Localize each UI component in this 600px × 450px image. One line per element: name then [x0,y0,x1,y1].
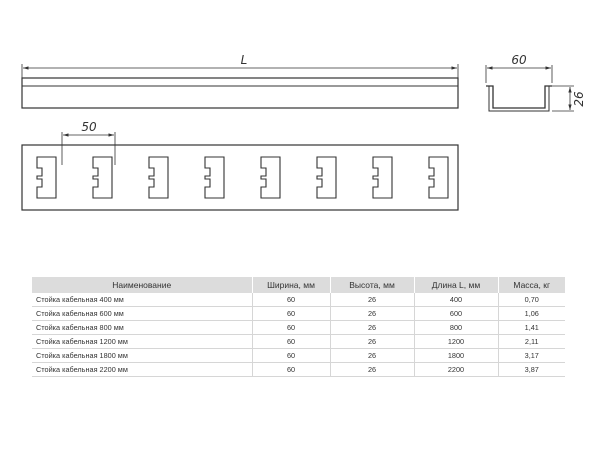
column-header: Высота, мм [330,277,414,293]
table-row [32,349,565,363]
mounting-slot [205,157,224,198]
table-cell: 3,87 [498,363,565,377]
column-header: Наименование [32,277,252,293]
specification-table [32,277,565,377]
table-cell: 60 [252,293,330,307]
side-view [22,64,458,108]
mounting-slot [37,157,56,198]
table-cell: 60 [252,321,330,335]
top-view [22,132,458,210]
table-cell: Стойка кабельная 600 мм [32,307,252,321]
table-row [32,307,565,321]
table-cell: 60 [252,307,330,321]
height-label: 26 [572,91,586,107]
table-body [32,293,565,377]
table-cell: 1,06 [498,307,565,321]
table-cell: 60 [252,349,330,363]
mounting-slot [373,157,392,198]
mounting-slot [261,157,280,198]
table-cell: 1800 [414,349,498,363]
channel-profile [486,86,552,108]
side-view-body [22,78,458,108]
table-cell: 2,11 [498,335,565,349]
table-row [32,321,565,335]
mounting-slot [93,157,112,198]
table-cell: 26 [330,335,414,349]
table-cell: 60 [252,335,330,349]
table-cell: 800 [414,321,498,335]
mounting-slot [429,157,448,198]
pitch-label: 50 [81,120,97,134]
mounting-slot [149,157,168,198]
column-header: Длина L, мм [414,277,498,293]
table-cell: Стойка кабельная 800 мм [32,321,252,335]
table-header-row [32,277,565,293]
table-cell: Стойка кабельная 1800 мм [32,349,252,363]
column-header: Масса, кг [498,277,565,293]
table-cell: 1,41 [498,321,565,335]
width-label: 60 [511,53,527,67]
table-row [32,363,565,377]
table-cell: 0,70 [498,293,565,307]
table-cell: Стойка кабельная 400 мм [32,293,252,307]
table-cell: 26 [330,321,414,335]
table-cell: Стойка кабельная 2200 мм [32,363,252,377]
table-cell: 600 [414,307,498,321]
table-cell: 3,17 [498,349,565,363]
table-cell: 2200 [414,363,498,377]
table-cell: Стойка кабельная 1200 мм [32,335,252,349]
table-cell: 60 [252,363,330,377]
table-cell: 400 [414,293,498,307]
table-cell: 26 [330,293,414,307]
column-header: Ширина, мм [252,277,330,293]
mounting-slot [317,157,336,198]
length-label: L [240,53,248,67]
table-cell: 1200 [414,335,498,349]
table-row [32,335,565,349]
table-row [32,293,565,307]
cross-section-view [486,65,574,111]
table-cell: 26 [330,349,414,363]
table-cell: 26 [330,307,414,321]
table-cell: 26 [330,363,414,377]
top-view-body [22,145,458,210]
